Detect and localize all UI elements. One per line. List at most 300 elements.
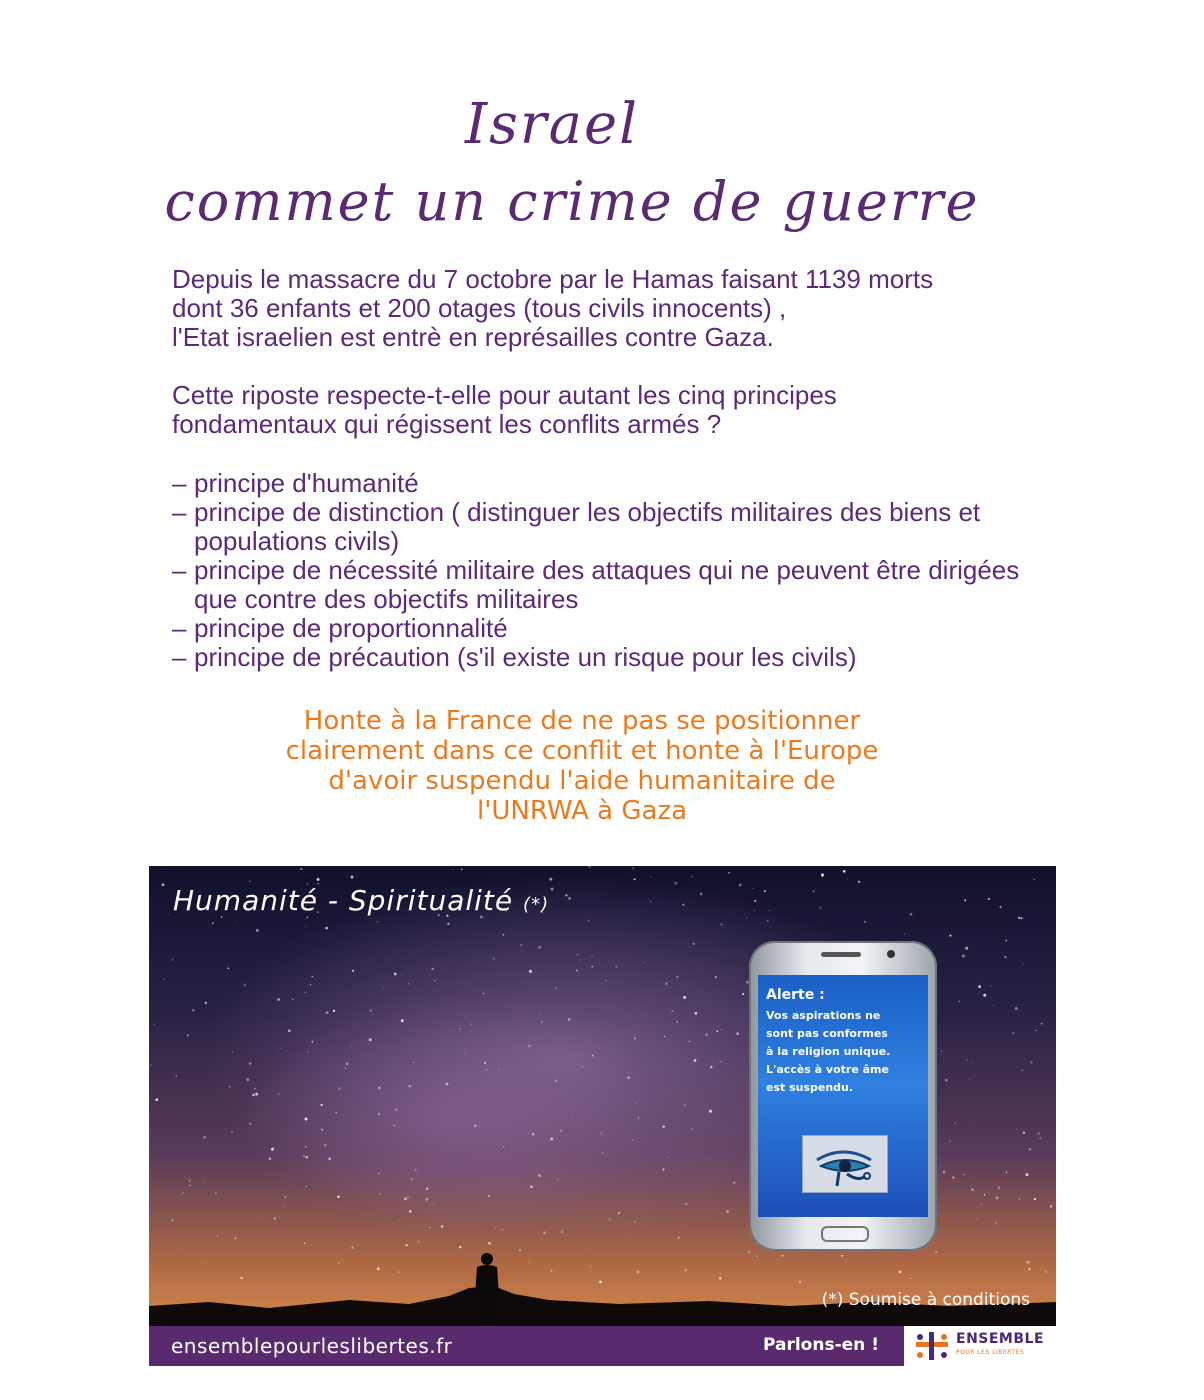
star	[545, 1033, 546, 1034]
star	[202, 1235, 203, 1236]
star	[588, 866, 590, 868]
star	[754, 900, 756, 902]
star	[576, 953, 578, 955]
star	[441, 1225, 443, 1227]
star	[1050, 1205, 1052, 1207]
star	[351, 1246, 354, 1249]
star	[529, 970, 532, 973]
star	[187, 1197, 188, 1198]
star	[551, 888, 554, 891]
star	[254, 1088, 256, 1090]
star	[955, 1122, 956, 1123]
star	[600, 1132, 602, 1134]
star	[841, 1255, 843, 1257]
star	[249, 1123, 251, 1125]
star	[464, 1053, 465, 1054]
dash: –	[172, 468, 187, 498]
star	[495, 1228, 496, 1229]
star	[756, 1255, 758, 1257]
star	[172, 959, 174, 961]
phone-camera	[887, 950, 895, 958]
star	[663, 1125, 665, 1127]
banner-title-text: Humanité - Spiritualité	[173, 884, 514, 917]
star	[689, 1041, 691, 1043]
star	[1019, 1198, 1021, 1200]
star	[484, 1228, 485, 1229]
shame-line: clairement dans ce conflit et honte à l'Europe	[285, 736, 879, 766]
star	[573, 1014, 574, 1015]
star	[311, 1041, 313, 1043]
principle-item	[172, 556, 1052, 614]
star	[1000, 906, 1002, 908]
star	[409, 975, 410, 976]
star	[400, 975, 401, 976]
star	[618, 1212, 621, 1215]
question-paragraph	[172, 381, 1052, 439]
star	[668, 1157, 669, 1158]
star	[502, 1229, 503, 1230]
star	[338, 1262, 340, 1264]
star	[474, 1124, 477, 1127]
star	[429, 1227, 430, 1228]
shame-line: Honte à la France de ne pas se positionner	[303, 706, 861, 736]
star	[812, 890, 815, 893]
star	[966, 1059, 968, 1061]
star	[273, 1147, 274, 1148]
star	[555, 987, 557, 989]
star	[317, 878, 320, 881]
star	[401, 1019, 404, 1022]
star	[189, 1185, 190, 1186]
alert-line: Vos aspirations ne	[766, 1009, 881, 1022]
banner-bottom-bar	[149, 1326, 1056, 1366]
star	[664, 1036, 665, 1037]
star	[379, 1193, 381, 1195]
star	[1033, 879, 1035, 881]
star	[764, 890, 766, 892]
star	[665, 982, 668, 985]
star	[685, 1226, 686, 1227]
star	[602, 1166, 603, 1167]
star	[303, 1155, 306, 1158]
star	[964, 899, 966, 901]
star	[271, 1148, 274, 1151]
star	[321, 1129, 323, 1131]
star	[650, 901, 652, 903]
star	[256, 929, 259, 932]
star	[446, 1083, 449, 1086]
star	[625, 1238, 626, 1239]
phone-screen	[758, 975, 928, 1217]
star	[988, 898, 990, 900]
star	[1022, 1070, 1024, 1072]
star	[1039, 1137, 1041, 1139]
star	[1023, 963, 1024, 964]
star	[187, 1035, 189, 1037]
phone-speaker	[821, 952, 861, 957]
star	[682, 904, 684, 906]
star	[572, 1114, 573, 1115]
star	[335, 1112, 337, 1114]
star	[949, 1140, 950, 1141]
star	[632, 1140, 633, 1141]
star	[409, 1085, 411, 1087]
star	[249, 1062, 251, 1064]
star	[383, 987, 384, 988]
people-logo-icon	[912, 1330, 952, 1362]
star	[586, 975, 587, 976]
star	[532, 1133, 535, 1136]
star	[274, 1217, 276, 1219]
star	[243, 984, 246, 987]
intro-paragraph	[172, 265, 1052, 352]
star	[588, 1250, 589, 1251]
star	[971, 1188, 974, 1191]
star	[700, 892, 703, 895]
star	[996, 1196, 999, 1199]
star	[978, 985, 981, 988]
question-line: Cette riposte respecte-t-elle pour autant les cinq principes	[172, 380, 837, 410]
star	[1006, 1172, 1007, 1173]
smartphone	[749, 941, 937, 1251]
star	[352, 970, 354, 972]
star	[822, 875, 824, 877]
star	[338, 1087, 341, 1090]
star	[974, 1179, 975, 1180]
star	[671, 1010, 673, 1012]
star	[225, 1022, 226, 1023]
star	[1015, 1007, 1018, 1010]
star	[990, 986, 991, 987]
star	[843, 870, 846, 873]
star	[742, 993, 744, 995]
star	[693, 943, 695, 945]
star	[716, 1030, 718, 1032]
star	[205, 1002, 207, 1004]
principle-text: principe d'humanité	[194, 468, 419, 498]
alert-title: Alerte :	[766, 987, 825, 1003]
star	[561, 1230, 564, 1233]
star	[576, 970, 578, 972]
star	[503, 934, 505, 936]
star	[864, 921, 866, 923]
star	[249, 881, 250, 882]
star	[406, 1244, 408, 1246]
star	[720, 1061, 721, 1062]
star	[705, 1159, 706, 1160]
star	[337, 1195, 340, 1198]
star	[418, 1241, 420, 1243]
star	[1030, 1061, 1032, 1063]
star	[952, 1177, 954, 1179]
star	[910, 913, 913, 916]
star	[736, 1032, 739, 1035]
star	[710, 1066, 712, 1068]
star	[592, 1055, 594, 1057]
star	[1034, 1198, 1036, 1200]
star	[635, 1103, 636, 1104]
star	[691, 876, 692, 877]
star	[748, 1251, 750, 1253]
star	[447, 923, 449, 925]
star	[308, 1052, 309, 1053]
star	[1029, 1148, 1031, 1150]
star	[591, 956, 593, 958]
star	[540, 1014, 541, 1015]
star	[963, 1174, 965, 1176]
title-line-2: commet un crime de guerre	[164, 170, 980, 233]
title-line-1: Israel	[464, 92, 640, 157]
intro-line: Depuis le massacre du 7 octobre par le Hamas faisant 1139 morts	[172, 264, 934, 294]
star	[691, 1128, 693, 1130]
star	[720, 923, 723, 926]
star	[634, 878, 636, 880]
star	[452, 869, 453, 870]
star	[324, 1144, 327, 1147]
dash: –	[172, 555, 187, 585]
star	[201, 1263, 202, 1264]
star	[378, 1113, 380, 1115]
star	[971, 1061, 972, 1062]
star	[203, 1136, 205, 1138]
principle-text: principe de nécessité militaire des attaques qui ne peuvent être dirigées que contre des objectifs militaires	[194, 555, 1020, 614]
star	[176, 1075, 178, 1077]
star	[520, 1046, 521, 1047]
star	[678, 1237, 680, 1239]
star	[227, 967, 229, 969]
star	[519, 1249, 521, 1251]
dash: –	[172, 642, 187, 672]
principle-text: principe de précaution (s'il existe un risque pour les civils)	[194, 642, 857, 672]
star	[492, 957, 494, 959]
star	[181, 1194, 182, 1195]
star	[904, 934, 905, 935]
principle-item	[172, 614, 1052, 643]
alert-message	[766, 1007, 916, 1097]
star	[183, 1192, 184, 1193]
star	[160, 893, 161, 894]
dash: –	[172, 497, 187, 527]
principle-text: principe de proportionnalité	[194, 613, 508, 643]
star	[305, 992, 306, 993]
star	[945, 1079, 947, 1081]
star	[284, 1195, 287, 1198]
star	[1038, 1133, 1040, 1135]
star	[162, 883, 165, 886]
star	[580, 960, 581, 961]
star	[935, 1251, 937, 1253]
star	[820, 907, 822, 909]
star	[683, 996, 686, 999]
star	[968, 1079, 969, 1080]
principle-item	[172, 498, 1052, 556]
star	[557, 1178, 559, 1180]
star	[1004, 956, 1006, 958]
star	[532, 1045, 533, 1046]
star	[426, 1198, 429, 1201]
star	[549, 878, 552, 881]
dash: –	[172, 613, 187, 643]
star	[1005, 940, 1007, 942]
star	[709, 1110, 712, 1113]
star	[378, 1087, 380, 1089]
star	[721, 1029, 722, 1030]
star	[155, 1098, 158, 1101]
footnote: (*) Soumise à conditions	[821, 1290, 1030, 1310]
alert-line: L'accès à votre âme	[766, 1063, 889, 1076]
star	[634, 1037, 636, 1039]
alert-line: à la religion unique.	[766, 1045, 891, 1058]
star	[1023, 1132, 1025, 1134]
star	[634, 1220, 636, 1222]
shame-line: d'avoir suspendu l'aide humanitaire de	[328, 766, 836, 796]
star	[326, 1011, 329, 1014]
star	[560, 1130, 562, 1132]
star	[1012, 1032, 1014, 1034]
star	[409, 1210, 411, 1212]
star	[431, 968, 433, 970]
alert-line: sont pas conformes	[766, 1027, 888, 1040]
principle-item	[172, 469, 1052, 498]
star	[740, 976, 741, 977]
eye-of-horus-icon	[802, 1135, 888, 1193]
star	[781, 1254, 783, 1256]
star	[411, 1178, 413, 1180]
star	[588, 920, 590, 922]
star	[394, 973, 397, 976]
star	[305, 926, 306, 927]
star	[426, 1188, 428, 1190]
star	[236, 921, 237, 922]
star	[345, 1068, 346, 1069]
star	[306, 1186, 307, 1187]
star	[414, 1168, 417, 1171]
star	[370, 1010, 372, 1012]
star	[662, 1168, 664, 1170]
star	[993, 1005, 994, 1006]
star	[769, 910, 770, 911]
star	[565, 894, 567, 896]
star	[404, 1197, 407, 1200]
star	[943, 1171, 945, 1173]
star	[538, 1174, 541, 1177]
star	[471, 1024, 472, 1025]
star	[995, 1222, 997, 1224]
star	[627, 1076, 629, 1078]
star	[592, 966, 593, 967]
question-line: fondamentaux qui régissent les conflits armés ?	[172, 409, 722, 439]
star	[154, 1023, 156, 1025]
star	[945, 1001, 946, 1002]
star	[705, 1033, 708, 1036]
star	[376, 921, 378, 923]
phone-home-button	[821, 1226, 869, 1242]
star	[582, 1067, 583, 1068]
star	[484, 1062, 486, 1064]
site-link[interactable]: ensemblepourleslibertes.fr	[171, 1334, 453, 1358]
star	[204, 1182, 205, 1183]
star	[300, 868, 302, 870]
star	[325, 927, 327, 929]
star	[962, 955, 965, 958]
star	[1035, 1030, 1036, 1031]
star	[638, 902, 639, 903]
star	[674, 882, 677, 885]
logo-name: ENSEMBLE	[956, 1331, 1045, 1347]
star	[172, 1220, 174, 1222]
star	[246, 1078, 249, 1081]
star	[333, 1010, 335, 1012]
star	[306, 1156, 308, 1158]
principle-text: principe de distinction ( distinguer les objectifs militaires des biens et populations civils)	[194, 497, 981, 556]
star	[280, 1047, 282, 1049]
star	[752, 888, 753, 889]
star	[235, 1237, 236, 1238]
star	[485, 1069, 487, 1071]
star	[192, 1009, 195, 1012]
star	[685, 1203, 687, 1205]
alert-line: est suspendu.	[766, 1081, 854, 1094]
star	[283, 1207, 284, 1208]
star	[984, 1194, 985, 1195]
star	[846, 878, 847, 879]
star	[306, 875, 307, 876]
banner-title-mark: (*)	[523, 894, 550, 915]
star	[1018, 917, 1020, 919]
star	[983, 994, 986, 997]
star	[188, 1179, 191, 1182]
star	[767, 920, 769, 922]
star	[684, 1104, 686, 1106]
star	[958, 1001, 960, 1003]
star	[408, 983, 410, 985]
star	[304, 1243, 305, 1244]
star	[555, 1080, 557, 1082]
star	[378, 1173, 379, 1174]
star	[164, 979, 165, 980]
star	[530, 1186, 532, 1188]
star	[212, 923, 213, 924]
star	[305, 1118, 308, 1121]
star	[488, 1242, 491, 1245]
intro-line: dont 36 enfants et 200 otages (tous civils innocents) ,	[172, 293, 787, 323]
star	[215, 1192, 217, 1194]
star	[715, 976, 717, 978]
star	[1026, 1173, 1029, 1176]
star	[676, 1021, 678, 1023]
star	[277, 998, 280, 1001]
star	[459, 1028, 460, 1029]
star	[694, 1059, 697, 1062]
star	[632, 867, 635, 870]
star	[346, 1062, 349, 1065]
star	[941, 1051, 942, 1052]
star	[542, 1021, 543, 1022]
star	[168, 914, 169, 915]
star	[568, 897, 571, 900]
star	[634, 917, 635, 918]
star	[320, 1104, 322, 1106]
star	[217, 1235, 218, 1236]
star	[568, 1018, 570, 1020]
star	[644, 962, 645, 963]
star	[976, 1218, 978, 1220]
principle-item	[172, 643, 1052, 672]
star	[399, 1220, 400, 1221]
star	[538, 946, 541, 949]
star	[980, 1203, 982, 1205]
star	[461, 868, 463, 870]
